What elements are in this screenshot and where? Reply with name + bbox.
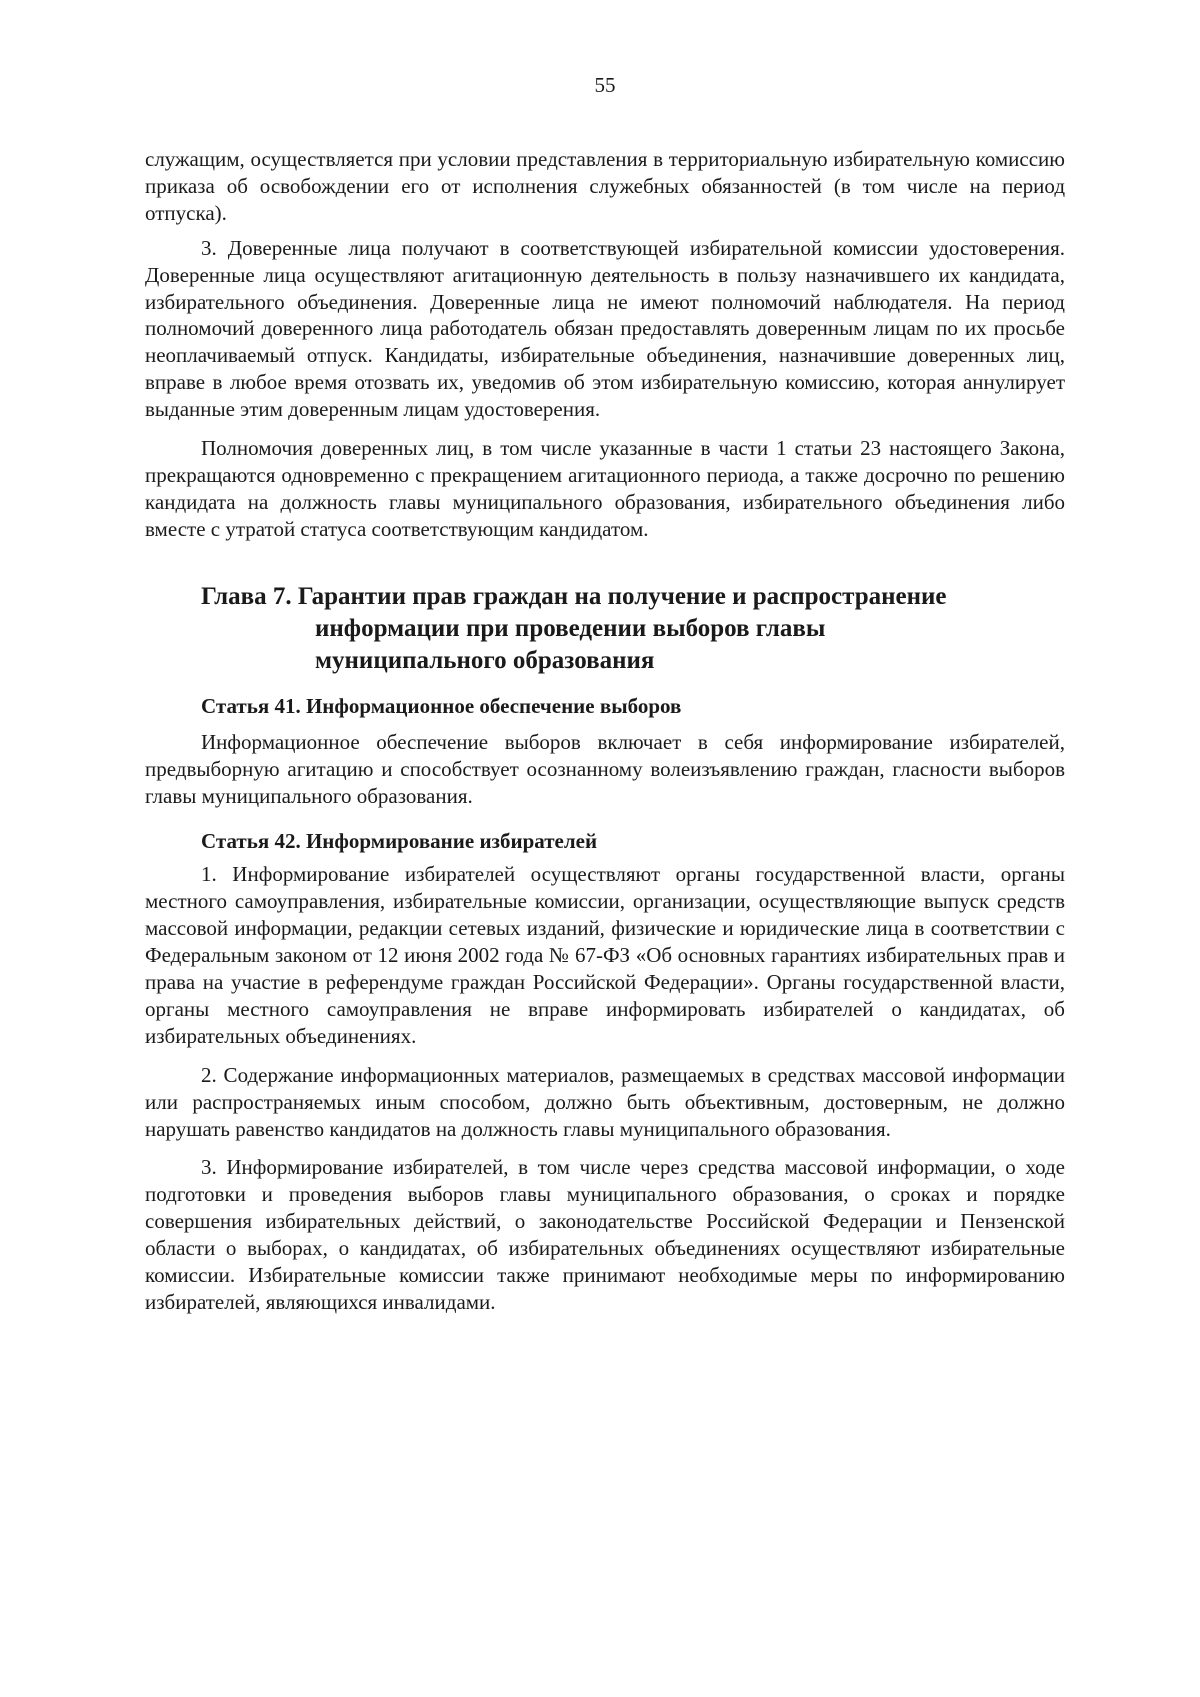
article-41-title: Статья 41. Информационное обеспечение выборов (201, 693, 682, 718)
article-42-paragraph-2: 2. Содержание информационных материалов, размещаемых в средствах массовой информации или распространяемых иным способом, должно быть объективным, достоверным, не должно нарушать равенство кандидатов на должность главы муниципального образования. (145, 1062, 1065, 1141)
chapter-heading-line3: муниципального образования (315, 646, 655, 674)
article-42-title: Статья 42. Информирование избирателей (201, 829, 598, 854)
article-42-paragraph-1: 1. Информирование избирателей осуществляют органы государственной власти, органы местного самоуправления, избирательные комиссии, организации, осуществляющие выпуск средств массовой информации, редакции сетевых изданий, физические и юридические лица в соответствии с Федеральным законом от 12 июня 2002 года № 67-ФЗ «Об основных гарантиях избирательных прав и права на участие в референдуме граждан Российской Федерации». Органы государственной власти, органы местного самоуправления не вправе информировать избирателей о кандидатах, об избирательных объединениях. (145, 862, 1065, 1048)
page-number: 55 (594, 73, 616, 97)
paragraph-continuation: служащим, осуществляется при условии представления в территориальную избирательную комиссию приказа об освобождении его от исполнения служебных обязанностей (в том числе на период отпуска). (145, 147, 1065, 225)
paragraph-powers-termination: Полномочия доверенных лиц, в том числе указанные в части 1 статьи 23 настоящего Закона, прекращаются одновременно с прекращением агитационного периода, а также досрочно по решению кандидата на должность главы муниципального образования, избирательного объединения либо вместе с утратой статуса соответствующим кандидатом. (145, 436, 1065, 541)
chapter-heading (145, 581, 1065, 677)
chapter-heading-line2: информации при проведении выборов главы (315, 614, 826, 642)
chapter-heading-line1: Глава 7. Гарантии прав граждан на получение и распространение (201, 582, 947, 610)
article-41-paragraph: Информационное обеспечение выборов включает в себя информирование избирателей, предвыборную агитацию и способствует осознанному волеизъявлению граждан, гласности выборов главы муниципального образования. (145, 729, 1065, 808)
paragraph-trusted-persons: 3. Доверенные лица получают в соответствующей избирательной комиссии удостоверения. Доверенные лица осуществляют агитационную деятельность в пользу назначившего их кандидата, избирательного объединения. Доверенные лица не имеют полномочий наблюдателя. На период полномочий доверенного лица работодатель обязан предоставлять доверенным лицам по их просьбе неоплачиваемый отпуск. Кандидаты, избирательные объединения, назначившие доверенных лиц, вправе в любое время отозвать их, уведомив об этом избирательную комиссию, которая аннулирует выданные этим доверенным лицам удостоверения. (145, 235, 1065, 422)
article-42-paragraph-3: 3. Информирование избирателей, в том числе через средства массовой информации, о ходе подготовки и проведения выборов главы муниципального образования, о сроках и порядке совершения избирательных действий, о законодательстве Российской Федерации и Пензенской области о выборах, о кандидатах, об избирательных объединениях осуществляют избирательные комиссии. Избирательные комиссии также принимают необходимые меры по информированию избирателей, являющихся инвалидами. (145, 1155, 1065, 1314)
document-body (145, 146, 1065, 1316)
